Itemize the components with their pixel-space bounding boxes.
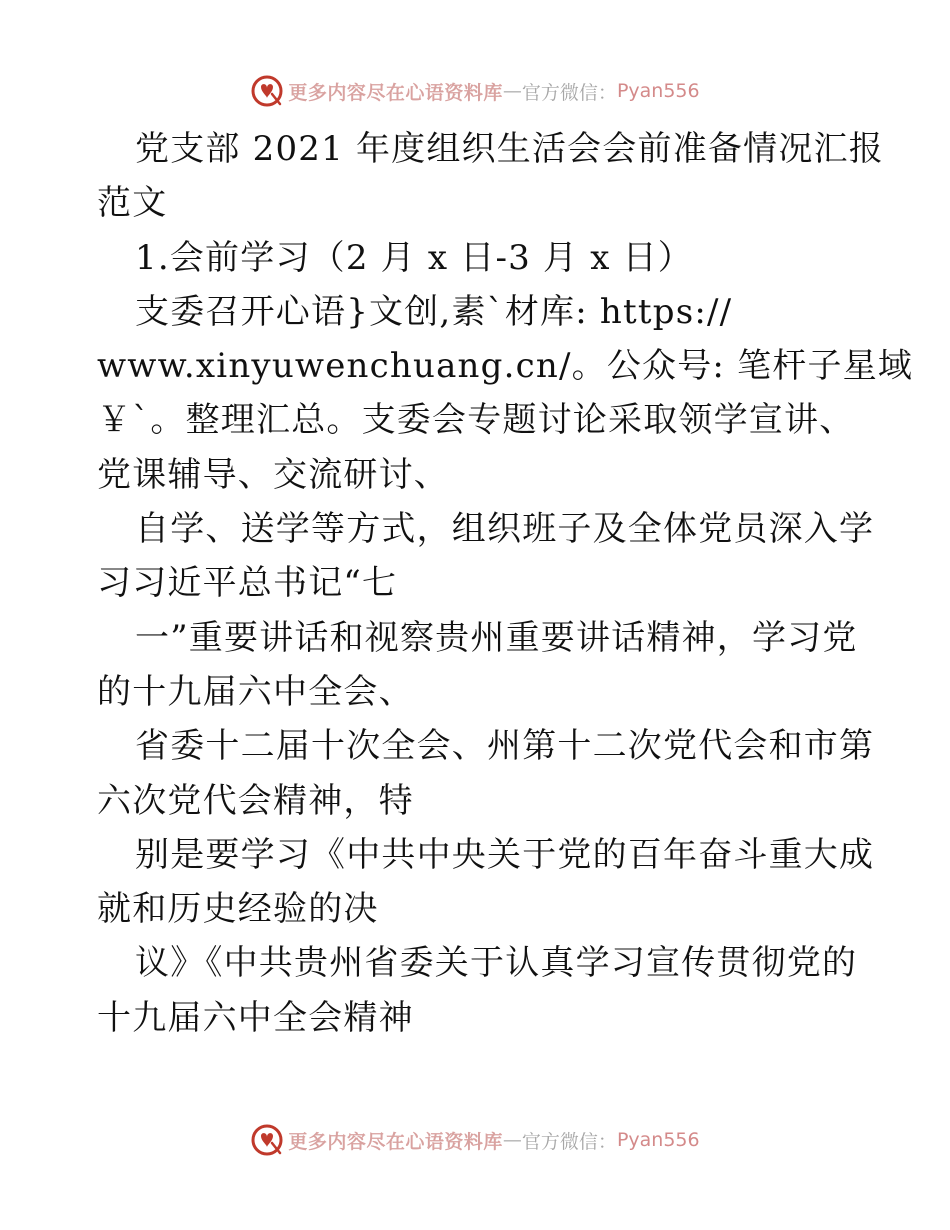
doc-line-7: 党课辅导、交流研讨、 (97, 454, 449, 495)
watermark-sub-text: 官方微信： (521, 1130, 617, 1153)
doc-line-16: 议》《中共贵州省委关于认真学习宣传贯彻党的 (135, 943, 858, 984)
doc-title-line-2: 范文 (97, 183, 168, 224)
doc-line-4: 支委召开心语}文创,素`材库: https:// (135, 291, 733, 332)
doc-line-6: ￥`。整理汇总。支委会专题讨论采取领学宣讲、 (97, 400, 855, 441)
doc-line-10: 一”重要讲话和视察贵州重要讲话精神，学习党 (135, 617, 858, 658)
doc-line-15: 就和历史经验的决 (97, 889, 379, 930)
header-watermark (0, 71, 950, 111)
watermark-handle: Pyan556 (616, 1129, 700, 1151)
watermark-main-text: 更多内容尽在心语资料库 (288, 1130, 503, 1153)
doc-line-14: 别是要学习《中共中央关于党的百年奋斗重大成 (135, 834, 875, 875)
doc-line-11: 的十九届六中全会、 (97, 671, 414, 712)
doc-line-5: www.xinyuwenchuang.cn/。公众号: 笔杆子星域 (97, 346, 914, 387)
doc-line-13: 六次党代会精神，特 (97, 780, 414, 821)
doc-title-line-1: 党支部 2021 年度组织生活会会前准备情况汇报 (135, 129, 884, 169)
watermark-handle: Pyan556 (616, 80, 700, 102)
watermark-separator: — (502, 80, 522, 102)
doc-line-3: 1.会前学习（2 月 x 日-3 月 x 日） (135, 237, 693, 278)
document-body (97, 122, 914, 1045)
doc-line-8: 自学、送学等方式，组织班子及全体党员深入学 (135, 509, 875, 550)
watermark-separator: — (502, 1129, 522, 1151)
heart-pen-logo-icon (250, 1123, 284, 1157)
footer-watermark (0, 1120, 950, 1160)
watermark-sub-text: 官方微信： (521, 81, 617, 104)
watermark-main-text: 更多内容尽在心语资料库 (288, 81, 503, 104)
doc-line-17: 十九届六中全会精神 (97, 997, 414, 1038)
doc-line-9: 习习近平总书记“七 (97, 563, 398, 604)
heart-pen-logo-icon (250, 74, 284, 108)
doc-line-12: 省委十二届十次全会、州第十二次党代会和市第 (135, 726, 875, 767)
